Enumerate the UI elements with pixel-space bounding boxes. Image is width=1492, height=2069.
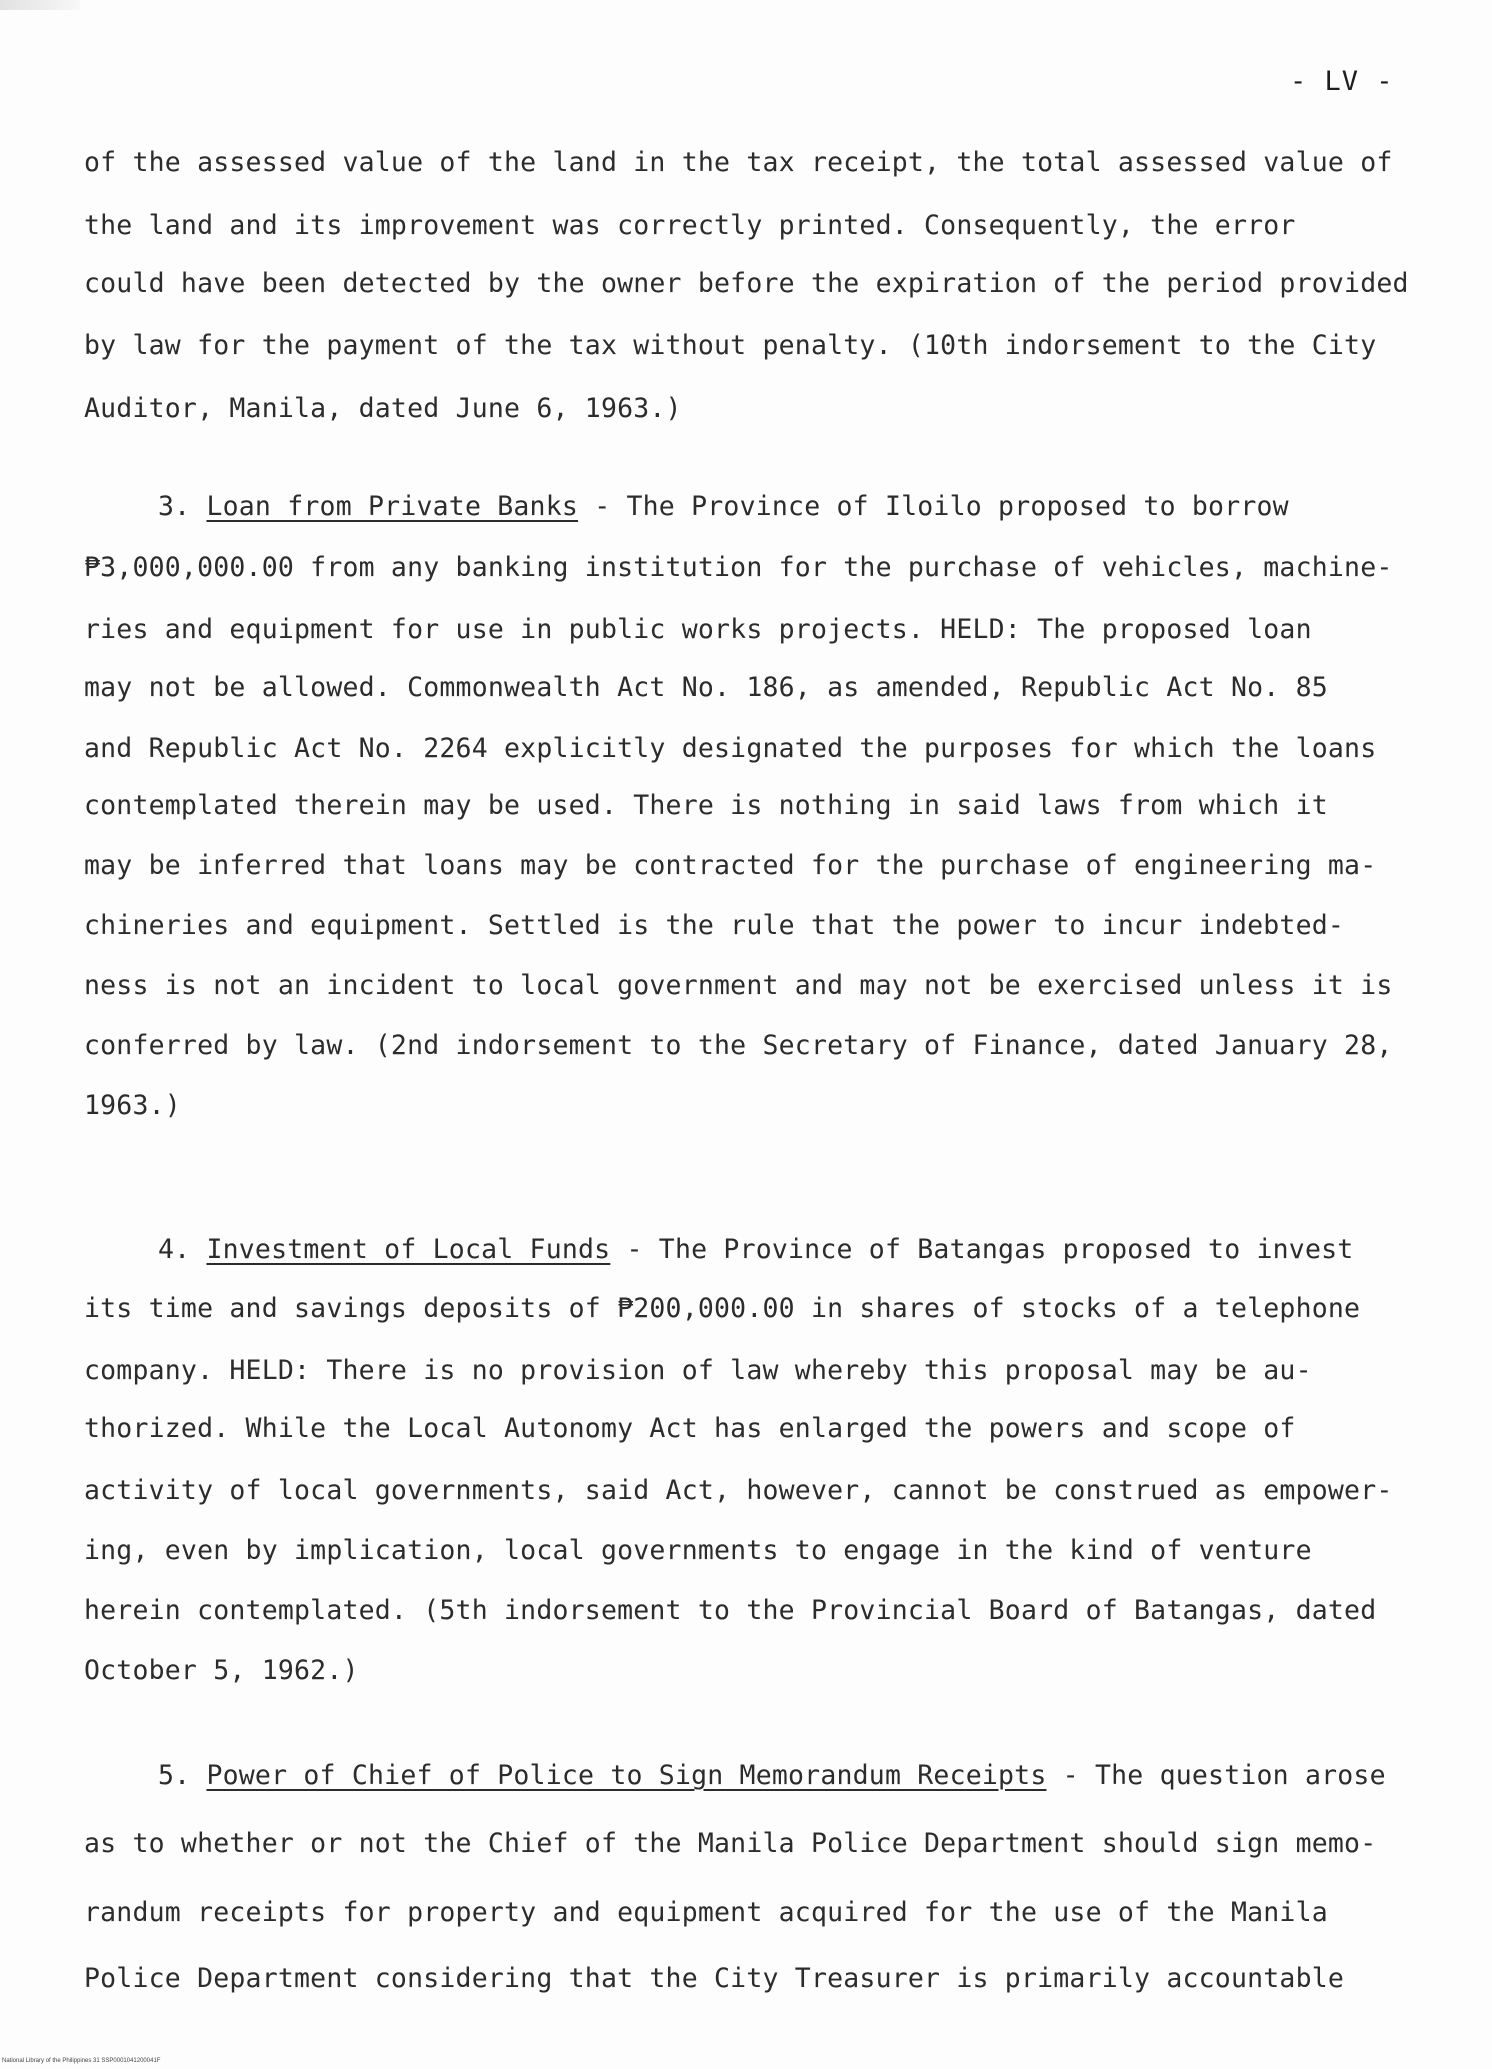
body-line: may not be allowed. Commonwealth Act No. 186, as amended, Republic Act No. 85 bbox=[84, 672, 1328, 703]
body-line: may be inferred that loans may be contracted for the purchase of engineering ma- bbox=[84, 850, 1377, 881]
body-line: by law for the payment of the tax without penalty. (10th indorsement to the City bbox=[84, 330, 1377, 361]
body-line: ing, even by implication, local governments to engage in the kind of venture bbox=[84, 1535, 1312, 1566]
section-number: 5. bbox=[158, 1760, 191, 1791]
scan-edge-shadow bbox=[0, 0, 80, 10]
section-title: Power of Chief of Police to Sign Memorandum Receipts bbox=[206, 1760, 1047, 1791]
body-line: ries and equipment for use in public works projects. HELD: The proposed loan bbox=[84, 614, 1312, 645]
body-line: contemplated therein may be used. There is nothing in said laws from which it bbox=[84, 790, 1328, 821]
section-title: Investment of Local Funds bbox=[206, 1234, 611, 1265]
body-line: October 5, 1962.) bbox=[84, 1655, 359, 1686]
section-heading-line bbox=[158, 1234, 1353, 1265]
body-line: conferred by law. (2nd indorsement to the Secretary of Finance, dated January 28, bbox=[84, 1030, 1393, 1061]
body-line: ₱3,000,000.00 from any banking institution for the purchase of vehicles, machine- bbox=[84, 552, 1393, 583]
body-line: thorized. While the Local Autonomy Act has enlarged the powers and scope of bbox=[84, 1413, 1296, 1444]
body-line: Police Department considering that the City Treasurer is primarily accountable bbox=[84, 1963, 1345, 1994]
body-line: 1963.) bbox=[84, 1090, 181, 1121]
page-number: - LV - bbox=[1290, 66, 1394, 97]
body-line: as to whether or not the Chief of the Manila Police Department should sign memo- bbox=[84, 1828, 1377, 1859]
section-number: 3. bbox=[158, 491, 191, 522]
body-line: Auditor, Manila, dated June 6, 1963.) bbox=[84, 393, 682, 424]
body-line: randum receipts for property and equipment acquired for the use of the Manila bbox=[84, 1897, 1328, 1928]
body-line: chineries and equipment. Settled is the rule that the power to incur indebted- bbox=[84, 910, 1345, 941]
section-number: 4. bbox=[158, 1234, 191, 1265]
section-heading-line bbox=[158, 491, 1289, 522]
body-line: ness is not an incident to local government and may not be exercised unless it is bbox=[84, 970, 1393, 1001]
section-heading-rest: - The question arose bbox=[1062, 1760, 1386, 1791]
body-line: its time and savings deposits of ₱200,000.00 in shares of stocks of a telephone bbox=[84, 1293, 1361, 1324]
section-heading-rest: - The Province of Iloilo proposed to borrow bbox=[594, 491, 1289, 522]
scan-footer-label: National Library of the Philippines 31 SSP0001041200041F bbox=[2, 2058, 161, 2064]
body-line: the land and its improvement was correctly printed. Consequently, the error bbox=[84, 210, 1296, 241]
body-line: of the assessed value of the land in the tax receipt, the total assessed value of bbox=[84, 147, 1393, 178]
body-line: herein contemplated. (5th indorsement to the Provincial Board of Batangas, dated bbox=[84, 1595, 1377, 1626]
body-line: could have been detected by the owner before the expiration of the period provided bbox=[84, 268, 1409, 299]
section-heading-rest: - The Province of Batangas proposed to invest bbox=[626, 1234, 1354, 1265]
section-heading-line bbox=[158, 1760, 1386, 1791]
section-title: Loan from Private Banks bbox=[206, 491, 579, 522]
body-line: company. HELD: There is no provision of law whereby this proposal may be au- bbox=[84, 1355, 1312, 1386]
body-line: and Republic Act No. 2264 explicitly designated the purposes for which the loans bbox=[84, 733, 1377, 764]
body-line: activity of local governments, said Act, however, cannot be construed as empower- bbox=[84, 1475, 1393, 1506]
